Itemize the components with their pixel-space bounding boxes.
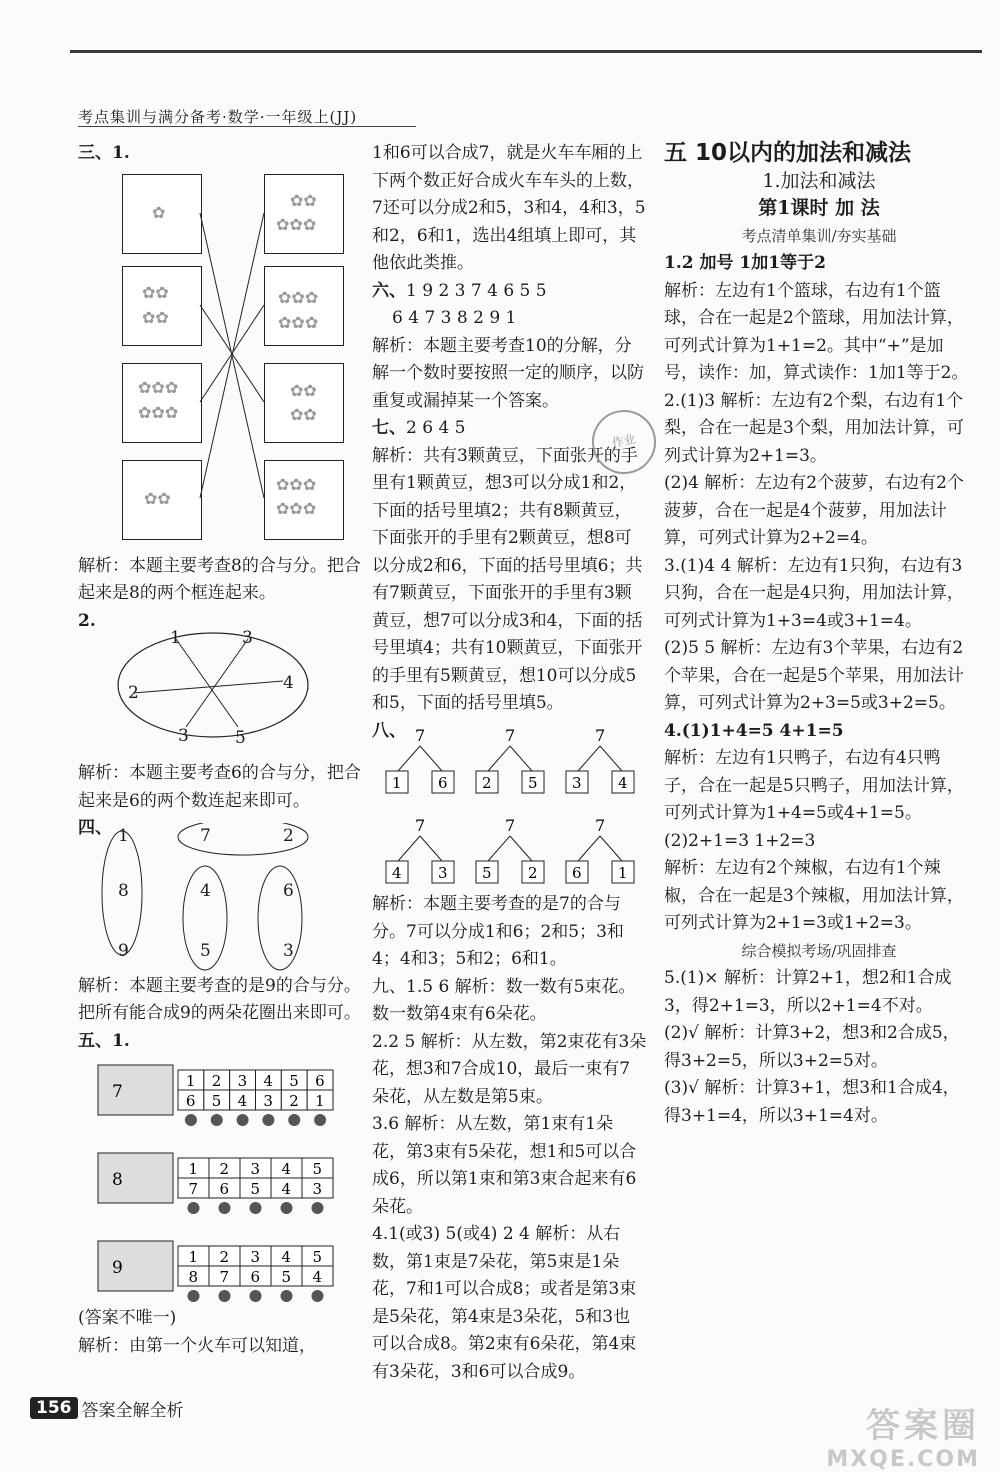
r-q5-3: (3)√ 解析：计算3+1，想3和1合成4，得3+1=4，所以3+1=4对。 bbox=[664, 1078, 960, 1126]
q7-label: 七、 bbox=[372, 418, 406, 438]
r-q3-1: 3.(1)4 4 解析：左边有1只狗，右边有3只狗，合在一起是4只狗，用加法计算，可列式计算为1+3=4或3+1=4。 bbox=[664, 555, 964, 631]
q5-analysis: 解析：由第一个火车可以知道， bbox=[78, 1335, 316, 1356]
flower-num-4: 4 bbox=[283, 673, 294, 693]
train-wheel bbox=[312, 1290, 324, 1302]
train-wheel bbox=[250, 1202, 262, 1214]
flower-num-2: 2 bbox=[128, 683, 139, 703]
train-bottom-number: 7 bbox=[219, 1268, 230, 1286]
svg-text:✿✿✿: ✿✿✿ bbox=[276, 214, 317, 234]
svg-text:✿✿: ✿✿ bbox=[290, 404, 317, 424]
tree-branch-left bbox=[578, 746, 600, 771]
train-bottom-number: 7 bbox=[188, 1180, 199, 1198]
tree-left-number: 4 bbox=[392, 864, 402, 882]
homework-stamp: 作业 bbox=[586, 404, 662, 480]
train-wheel bbox=[312, 1202, 324, 1214]
trains-svg bbox=[78, 1045, 368, 1305]
r-q1: 1.2 加号 1加1等于2 bbox=[664, 253, 826, 273]
r-q4-2: (2)2+1=3 1+2=3 bbox=[664, 830, 816, 851]
train-bottom-number: 4 bbox=[312, 1268, 323, 1286]
page-number: 156 bbox=[30, 1397, 78, 1419]
svg-text:✿✿✿: ✿✿✿ bbox=[276, 474, 317, 494]
tree-right-number: 3 bbox=[438, 864, 448, 882]
r-q2-2: (2)4 解析：左边有2个菠萝，右边有2个菠萝，合在一起是4个菠萝，用加法计算，可列式计算为2+2=4。 bbox=[664, 473, 964, 548]
q4-num-9: 9 bbox=[118, 940, 129, 961]
train-engine bbox=[98, 1065, 173, 1115]
q3-matching-figure bbox=[78, 168, 368, 553]
tree-branch-right bbox=[600, 746, 622, 771]
train-wheel bbox=[185, 1114, 197, 1126]
footer bbox=[30, 1395, 184, 1421]
r-q5-1: 5.(1)× 解析：计算2+1，想2和1合成3，得2+1=3，所以2+1=4不对。 bbox=[664, 968, 952, 1016]
tree-branch-left bbox=[578, 836, 600, 861]
svg-text:✿: ✿ bbox=[152, 202, 166, 222]
train-wheel bbox=[219, 1290, 231, 1302]
train-top-number: 5 bbox=[312, 1248, 323, 1266]
svg-text:✿✿: ✿✿ bbox=[142, 307, 169, 327]
q5-note: (答案不唯一) bbox=[78, 1308, 177, 1328]
svg-text:✿✿✿: ✿✿✿ bbox=[278, 312, 319, 332]
q4-num-3: 3 bbox=[283, 940, 294, 961]
train-top-number: 6 bbox=[315, 1072, 325, 1090]
q3-2-figure bbox=[78, 628, 368, 760]
tree-top-number: 7 bbox=[595, 816, 606, 835]
train-engine bbox=[98, 1241, 173, 1291]
train-bottom-number: 4 bbox=[281, 1180, 292, 1198]
tree-right-number: 2 bbox=[528, 864, 538, 882]
q7-answer: 2 6 4 5 bbox=[406, 418, 466, 438]
train-bottom-number: 3 bbox=[312, 1180, 323, 1198]
q6-row1: 1 9 2 3 7 4 6 5 5 bbox=[406, 280, 547, 301]
tree-branch-left bbox=[398, 836, 420, 861]
q4-figure bbox=[78, 823, 368, 973]
tree-branch-left bbox=[488, 746, 510, 771]
q9-1: 九、1.5 6 解析：数一数有5束花。数一数第4束有6朵花。 bbox=[372, 976, 636, 1024]
train-wheel bbox=[288, 1114, 300, 1126]
train-top-number: 5 bbox=[289, 1072, 299, 1090]
flower-num-3b: 3 bbox=[178, 726, 189, 746]
svg-text:✿✿✿: ✿✿✿ bbox=[278, 287, 319, 307]
q5-label: 五、1. bbox=[78, 1030, 130, 1051]
train-wheel bbox=[250, 1290, 262, 1302]
q3-analysis: 解析：本题主要考查8的合与分。把合起来是8的两个框连起来。 bbox=[78, 555, 361, 603]
header-underline bbox=[78, 126, 416, 127]
svg-text:✿✿: ✿✿ bbox=[144, 488, 171, 508]
q4-num-6: 6 bbox=[283, 880, 294, 901]
train-bottom-number: 6 bbox=[250, 1268, 261, 1286]
lesson-title: 第1课时 加 法 bbox=[758, 197, 880, 219]
train-wheel bbox=[188, 1290, 200, 1302]
train-wheel bbox=[211, 1114, 223, 1126]
train-bottom-number: 6 bbox=[219, 1180, 230, 1198]
svg-text:✿✿: ✿✿ bbox=[290, 190, 317, 210]
svg-text:✿✿: ✿✿ bbox=[290, 380, 317, 400]
q3-label: 三、1. bbox=[78, 143, 130, 163]
train-top-number: 3 bbox=[250, 1248, 261, 1266]
watermark-line2: MXQE.COM bbox=[826, 1447, 980, 1472]
q5-trains bbox=[78, 1045, 368, 1305]
q9-2: 2.2 5 解析：从左数，第2束花有3朵花，想3和7合成10，最后一束有7朵花，从左数是第5束。 bbox=[372, 1031, 647, 1107]
train-bottom-number: 1 bbox=[315, 1092, 325, 1110]
train-top-number: 1 bbox=[185, 1072, 196, 1090]
r-q5-2: (2)√ 解析：计算3+2，想3和2合成5，得3+2=5，所以3+2=5对。 bbox=[664, 1023, 960, 1071]
tree-branch-left bbox=[398, 746, 420, 771]
tree-right-number: 1 bbox=[618, 864, 628, 882]
tree-branch-right bbox=[420, 836, 442, 861]
q8-analysis: 解析：本题主要考查的是7的合与分。7可以分成1和6；2和5；3和4；4和3；5和2；6和1。 bbox=[372, 894, 624, 969]
tree-branch-right bbox=[510, 746, 532, 771]
tree-right-number: 5 bbox=[528, 774, 538, 792]
column-middle bbox=[372, 140, 647, 1386]
q4-num-8: 8 bbox=[118, 880, 129, 901]
watermark-logo bbox=[826, 1398, 980, 1472]
band-basics: 考点清单集训/夯实基础 bbox=[741, 226, 897, 245]
tree-left-number: 6 bbox=[572, 864, 582, 882]
train-head-number: 9 bbox=[112, 1258, 123, 1278]
q4-num-4: 4 bbox=[200, 880, 211, 901]
header-rule bbox=[70, 50, 982, 53]
tree-right-number: 6 bbox=[438, 774, 448, 792]
q6-analysis: 解析：本题主要考查10的分解，分解一个数时要按照一定的顺序，以防重复或漏掉某一个答案。 bbox=[372, 335, 644, 411]
svg-text:✿✿: ✿✿ bbox=[142, 282, 169, 302]
tree-branch-right bbox=[600, 836, 622, 861]
train-head-number: 8 bbox=[112, 1170, 123, 1190]
train-wheel bbox=[262, 1114, 274, 1126]
number-flower-ring bbox=[78, 615, 368, 740]
q6-row2: 6 4 7 3 8 2 9 1 bbox=[392, 308, 517, 328]
train-top-number: 3 bbox=[250, 1160, 261, 1178]
r-q4-1-analysis: 解析：左边有1只鸭子，右边有4只鸭子，合在一起是5只鸭子，用加法计算，可列式计算为1+4=5或4+1=5。 bbox=[664, 748, 964, 823]
q4-num-7: 7 bbox=[200, 825, 211, 846]
column-right bbox=[664, 140, 974, 1130]
q9-3: 3.6 解析：从左数，第1束有1朵花，第3束有5朵花，想1和5可以合成6，所以第1束和第3束合起来有6朵花。 bbox=[372, 1114, 637, 1217]
train-top-number: 5 bbox=[312, 1160, 323, 1178]
tree-top-number: 7 bbox=[595, 726, 606, 745]
flower-num-1: 1 bbox=[170, 628, 181, 648]
train-engine bbox=[98, 1153, 173, 1203]
r-q1-analysis: 解析：左边有1个篮球，右边有1个篮球，合在一起是2个篮球，用加法计算，可列式计算为1+1=2。其中“+”是加号，读作：加，算式读作：1加1等于2。 bbox=[664, 280, 969, 383]
train-wheel bbox=[219, 1202, 231, 1214]
connection-lines bbox=[78, 168, 368, 553]
train-bottom-number: 6 bbox=[185, 1092, 196, 1110]
q5-continuation: 1和6可以合成7，就是火车车厢的上下两个数正好合成火车车头的上数，7还可以分成2和5，3和4，4和3，5和2，6和1，选出4组填上即可，其他依此类推。 bbox=[372, 143, 646, 273]
r-q2-1: 2.(1)3 解析：左边有2个梨，右边有1个梨，合在一起是3个梨，用加法计算，可列式计算为2+1=3。 bbox=[664, 390, 964, 466]
train-bottom-number: 2 bbox=[289, 1092, 299, 1110]
q3-2-analysis: 解析：本题主要考查6的合与分，把合起来是6的两个数连起来即可。 bbox=[78, 763, 361, 811]
train-wheel bbox=[188, 1202, 200, 1214]
train-bottom-number: 5 bbox=[250, 1180, 261, 1198]
footer-title: 答案全解全析 bbox=[81, 1400, 184, 1421]
tree-branch-left bbox=[488, 836, 510, 861]
flower-num-5: 5 bbox=[235, 728, 246, 748]
train-wheel bbox=[314, 1114, 326, 1126]
tree-left-number: 5 bbox=[482, 864, 492, 882]
r-q4-2-analysis: 解析：左边有2个辣椒，右边有1个辣椒，合在一起是3个辣椒，用加法计算，可列式计算为2+1=3或1+2=3。 bbox=[664, 858, 964, 933]
sub-title: 1.加法和减法 bbox=[762, 169, 876, 192]
tree-right-number: 4 bbox=[618, 774, 628, 792]
r-q3-2: (2)5 5 解析：左边有3个苹果，右边有2个苹果，合在一起是5个苹果，用加法计算，可列式计算为2+3=5或3+2=5。 bbox=[664, 638, 964, 713]
svg-text:✿✿✿: ✿✿✿ bbox=[138, 377, 179, 397]
train-bottom-number: 5 bbox=[211, 1092, 222, 1110]
watermark-line1: 答案圈 bbox=[866, 1406, 980, 1446]
train-bottom-number: 8 bbox=[188, 1268, 199, 1286]
tree-left-number: 2 bbox=[482, 774, 492, 792]
q4-num-2: 2 bbox=[283, 825, 294, 846]
q4-num-1: 1 bbox=[118, 825, 129, 846]
train-top-number: 4 bbox=[281, 1160, 292, 1178]
q3-2-label: 2. bbox=[78, 610, 96, 631]
train-wheel bbox=[281, 1290, 293, 1302]
train-top-number: 2 bbox=[219, 1248, 230, 1266]
tree-left-number: 1 bbox=[392, 774, 402, 792]
train-bottom-number: 4 bbox=[237, 1092, 248, 1110]
svg-text:✿✿✿: ✿✿✿ bbox=[138, 402, 179, 422]
tree-top-number: 7 bbox=[505, 816, 516, 835]
train-bottom-number: 3 bbox=[263, 1092, 273, 1110]
q4-num-5: 5 bbox=[200, 940, 211, 961]
q4-analysis: 解析：本题主要考查的是9的合与分。把所有能合成9的两朵花圈出来即可。 bbox=[78, 975, 361, 1023]
train-top-number: 4 bbox=[281, 1248, 292, 1266]
train-wheel bbox=[281, 1202, 293, 1214]
train-top-number: 1 bbox=[188, 1160, 199, 1178]
q8-trees bbox=[372, 721, 647, 891]
train-top-number: 4 bbox=[263, 1072, 273, 1090]
column-left bbox=[78, 140, 368, 1360]
train-wheel bbox=[237, 1114, 249, 1126]
header-title: 考点集训与满分备考·数学·一年级上(JJ) bbox=[78, 108, 358, 126]
tree-left-number: 3 bbox=[572, 774, 582, 792]
train-bottom-number: 5 bbox=[281, 1268, 292, 1286]
r-q4-1: 4.(1)1+4=5 4+1=5 bbox=[664, 720, 844, 741]
tree-top-number: 7 bbox=[415, 816, 426, 835]
train-top-number: 1 bbox=[188, 1248, 199, 1266]
section-title: 五 10以内的加法和减法 bbox=[664, 140, 912, 166]
q7-analysis: 解析：共有3颗黄豆，下面张开的手里有1颗黄豆，想3可以分成1和2，下面的括号里填2；共有8颗黄豆，下面张开的手里有2颗黄豆，想8可以分成2和6，下面的括号里填6；共有7颗黄豆，下面张开的手里有3颗黄豆，想7可以分成3和4，下面的括号里填4；共有10颗黄豆，下面张开的手里有5颗黄豆，想10可以分成5和5，下面的括号里填5。 bbox=[372, 445, 643, 713]
q9-4: 4.1(或3) 5(或4) 2 4 解析：从右数，第1束是7朵花，第5束是1朵花，7和1可以合成8；或者是第3束是5朵花，第4束是3朵花，5和3也可以合成8。第2束有6朵花，第4束有3朵花，3和6可以合成9。 bbox=[372, 1224, 637, 1382]
svg-text:✿✿✿: ✿✿✿ bbox=[276, 498, 317, 518]
train-head-number: 7 bbox=[112, 1082, 123, 1102]
number-trees bbox=[372, 721, 647, 891]
tree-top-number: 7 bbox=[415, 726, 426, 745]
tree-branch-right bbox=[510, 836, 532, 861]
tree-branch-right bbox=[420, 746, 442, 771]
band-review: 综合模拟考场/巩固排查 bbox=[741, 941, 897, 960]
q4-label: 四、 bbox=[78, 818, 112, 838]
q6-label: 六、 bbox=[372, 280, 406, 301]
train-top-number: 2 bbox=[219, 1160, 230, 1178]
flower-num-3a: 3 bbox=[242, 628, 253, 648]
train-top-number: 2 bbox=[211, 1072, 222, 1090]
tree-top-number: 7 bbox=[505, 726, 516, 745]
train-top-number: 3 bbox=[237, 1072, 248, 1090]
q8-label: 八、 bbox=[372, 720, 406, 741]
